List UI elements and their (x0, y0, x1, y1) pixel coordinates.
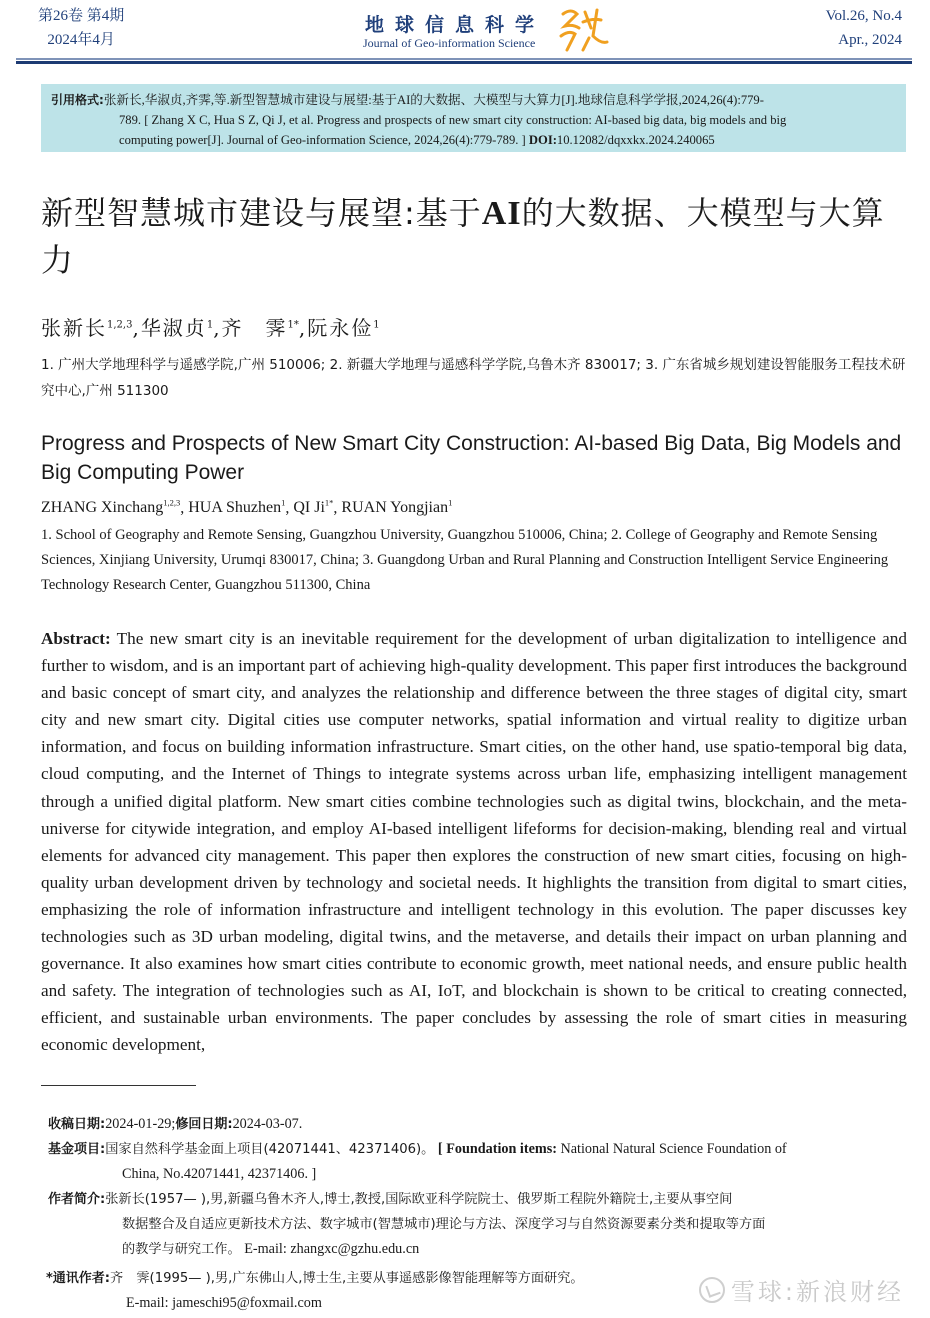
title-cn (41, 190, 901, 284)
author-cn: 华淑贞$^1$ (140, 316, 214, 340)
doi-link[interactable]: 10.12082/dqxxkx.2024.240065 (556, 133, 715, 147)
corresponding-text: 齐 霁(1995— ),男,广东佛山人,博士生,主要从事遥感影像智能理解等方面研究。 (110, 1271, 584, 1286)
watermark-text: 雪球:新浪财经 (730, 1278, 904, 1306)
footnote-funding (48, 1137, 908, 1187)
affiliations-en: 1. School of Geography and Remote Sensing, Guangzhou University, Guangzhou 510006, China; 2. College of Geography and Remote Sensing Sciences, Xinjiang University, Urumqi 830017, China; 3. Guangdong Urban and Rural Planning and Construction Intelligent Service Engineering Technology Research Center, Guangzhou 511300, China (41, 527, 889, 593)
revised-label: 修回日期: (175, 1117, 233, 1132)
revised-date: 2024-03-07. (232, 1116, 303, 1132)
bio-line2: 数据整合及自适应更新技术方法、数字城市(智慧城市)理论与方法、深度学习与自然资源要素分类和提取等方面 (122, 1217, 766, 1232)
abstract (41, 625, 907, 1059)
volume-issue-en: Vol.26, No.4 (825, 8, 902, 24)
authors-en: ZHANG Xinchang$^{1,2,3}$, HUA Shuzhen$^1$, QI $Ji^{1*}$, RUAN Yongjian$^1$ (41, 498, 453, 517)
journal-logo (363, 10, 613, 56)
citation-en-line2: computing power[J]. Journal of Geo-information Science, 2024,26(4):779-789. ] (119, 133, 526, 147)
title-en: Progress and Prospects of New Smart City Construction: AI-based Big Data, Big Models and Big Computing Power (41, 432, 902, 484)
journal-name-cn: 地球信息科学 (365, 14, 546, 36)
citation-en-line1: 789. [ Zhang X C, Hua S Z, Qi J, et al. Progress and prospects of new smart city construction: AI-based big data, big models and big (119, 113, 787, 127)
date-en: Apr., 2024 (838, 32, 902, 48)
author-en: ZHANG Xinchang$^{1,2,3}$ (41, 498, 181, 517)
citation-cn: 张新长,华淑贞,齐霁,等.新型智慧城市建设与展望:基于AI的大数据、大模型与大算力[J].地球信息科学学报,2024,26(4):779- (103, 93, 764, 107)
doi-label: DOI: (528, 133, 557, 147)
bio-line3: 的教学与研究工作。 (122, 1242, 241, 1257)
authors-cn: 张新长$^{1,2,3}$,华淑贞$^1$,齐 霁$^{1*}$,阮永俭$^1$ (41, 316, 380, 340)
author-cn: 张新长$^{1,2,3}$ (41, 316, 133, 340)
bio-email[interactable]: E-mail: zhangxc@gzhu.edu.cn (244, 1241, 420, 1257)
date-cn: 2024年4月 (47, 32, 115, 48)
author-cn: 齐 霁$^{1*}$ (221, 316, 299, 340)
citation-box (41, 84, 906, 152)
abstract-text: The new smart city is an inevitable requirement for the development of urban digitalization to intelligence and further to wisdom, and is an important part of achieving high-quality development. This paper first introduces the background and basic concept of smart city, and analyzes the relationship and difference between the three stages of digital city, smart city and new smart city. Digital cities use computer networks, spatial information and virtual reality to digitize urban information, and focus on building information infrastructure. Smart cities, on the other hand, use spatio-temporal big data, cloud computing, and the Internet of Things to integrate systems across urban life, emphasizing intelligent management through a unified digital platform. New smart cities combine technologies such as digital twins, blockchain, and the meta-universe for citywide integration, and employ AI-based intelligent lifeforms for decision-making, blending real and virtual elements for advanced city management. This paper then explores the construction of new smart cities, focusing on high-quality urban development driven by technology and societal needs. It highlights the transition from digital to smart cities, emphasizing the role of information infrastructure and intelligent technology in this evolution. The paper discusses key technologies such as 3D urban modeling, digital twins, and the metaverse, and details their impact on urban planning and governance. It also examines how smart cities contribute to economic growth, meet national needs, and ensure public health and safety. The integration of technologies such as AI, IoT, and blockchain is shown to be critical to creating connected, efficient, and sustainable urban environments. The paper concludes by assessing the role of smart cities in measuring economic development, (41, 629, 908, 1055)
header-issue-en (826, 4, 902, 52)
author-en: QI $Ji^{1*}$ (293, 498, 334, 517)
received-label: 收稿日期: (48, 1117, 106, 1132)
bio-label: 作者简介: (48, 1192, 106, 1207)
header-rule (16, 58, 912, 64)
funding-label: 基金项目: (48, 1142, 106, 1157)
volume-issue-cn: 第26卷 第4期 (38, 8, 125, 24)
corresponding-email[interactable]: E-mail: jameschi95@foxmail.com (126, 1295, 322, 1311)
title-cn-part1: 新型智慧城市建设与展望:基于 (41, 194, 482, 232)
author-cn: 阮永俭$^1$ (307, 316, 380, 340)
affiliations-cn: 1. 广州大学地理科学与遥感学院,广州 510006; 2. 新疆大学地理与遥感科学学院,乌鲁木齐 830017; 3. 广东省城乡规划建设智能服务工程技术研究中心,广州 511300 (41, 357, 906, 399)
footnote-divider (41, 1085, 196, 1086)
abstract-label: Abstract: (41, 629, 111, 648)
author-en: HUA Shuzhen$^1$ (188, 498, 286, 517)
citation-label: 引用格式: (51, 93, 104, 107)
funding-en-line1: National Natural Science Foundation of (560, 1141, 787, 1157)
funding-en-line2: China, No.42071441, 42371406. ] (122, 1166, 317, 1182)
funding-cn: 国家自然科学基金面上项目(42071441、42371406)。 (105, 1142, 435, 1157)
bio-line1: 张新长(1957— ),男,新疆乌鲁木齐人,博士,教授,国际欧亚科学院院士、俄罗斯工程院外籍院士,主要从事空间 (105, 1192, 733, 1207)
funding-en-label: [ Foundation items: (437, 1141, 557, 1157)
xueqiu-logo-icon (699, 1277, 725, 1303)
title-cn-part2: 的大数据、大模型与大算力 (41, 194, 885, 279)
title-cn-ai: AI (481, 195, 522, 232)
header-issue-cn (38, 4, 124, 52)
journal-calligraphy-mark-icon (557, 6, 609, 54)
footnote-author-bio (48, 1187, 908, 1262)
journal-name-en: Journal of Geo-information Science (363, 36, 536, 50)
corresponding-label: *通讯作者: (46, 1271, 110, 1286)
watermark (699, 1272, 904, 1307)
received-date: 2024-01-29; (105, 1116, 176, 1132)
author-en: RUAN Yongjian$^1$ (341, 498, 453, 517)
footnote-dates (48, 1112, 908, 1137)
